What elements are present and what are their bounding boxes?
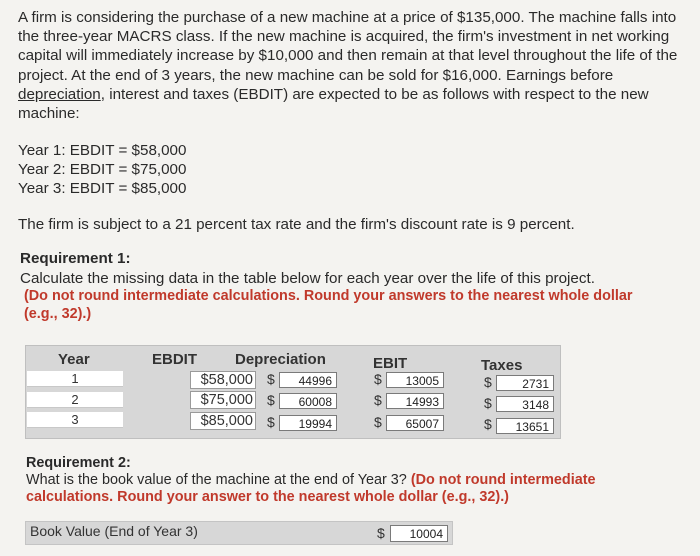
row-1-depreciation-input[interactable]: 44996 — [279, 372, 337, 388]
requirement-2-text: What is the book value of the machine at the end of Year 3? (Do not round intermediate calculations. Round your answer to the nearest whole dollar (e.g., 32).) — [26, 472, 596, 505]
ebdit-list — [18, 141, 186, 198]
tax-rate-text: The firm is subject to a 21 percent tax rate and the firm's discount rate is 9 percent. — [18, 216, 575, 233]
row-2-taxes-currency: $ — [484, 395, 492, 411]
row-1-ebit-currency: $ — [374, 371, 382, 387]
year-2-ebdit: Year 2: EBDIT = $75,000 — [18, 161, 187, 178]
row-1-ebit-input[interactable]: 13005 — [386, 372, 444, 388]
requirement-1-title: Requirement 1: — [20, 250, 131, 267]
row-1-year: 1 — [27, 371, 123, 387]
requirement-2-title: Requirement 2: — [26, 455, 131, 471]
header-ebit: EBIT — [373, 355, 408, 372]
requirement-2-note: (Do not round intermediate calculations. Round your answer to the nearest whole dollar (e.g., 32).) — [26, 472, 596, 505]
row-2-ebit-input[interactable]: 14993 — [386, 393, 444, 409]
row-3-ebit-currency: $ — [374, 414, 382, 430]
row-2-ebit-currency: $ — [374, 392, 382, 408]
depreciation-link[interactable]: depreciation — [18, 85, 101, 103]
row-2-depreciation-input[interactable]: 60008 — [279, 393, 337, 409]
row-3-taxes-currency: $ — [484, 416, 492, 432]
book-value-row — [25, 521, 453, 545]
row-2-taxes-input[interactable]: 3148 — [496, 396, 554, 412]
row-2-dep-currency: $ — [267, 392, 275, 408]
problem-statement: A firm is considering the purchase of a new machine at a price of $135,000. The machine falls into the three-year MACRS class. If the new machine is acquired, the firm's investment in net working capital will immediately increase by $10,000 and then remain at that level throughout the life of the project. At the end of 3 years, the new machine can be sold for $16,000. Earnings before depreciation, interest and taxes (EBDIT) are expected to be as follows with respect to the new machine: — [18, 9, 678, 123]
row-1-taxes-currency: $ — [484, 374, 492, 390]
book-value-label: Book Value (End of Year 3) — [30, 523, 198, 539]
row-3-dep-currency: $ — [267, 414, 275, 430]
requirement-1-text: Calculate the missing data in the table below for each year over the life of this project. — [20, 270, 595, 287]
row-3-ebdit: $85,000 — [190, 412, 256, 430]
row-3-year: 3 — [27, 412, 123, 428]
book-value-input[interactable]: 10004 — [390, 525, 448, 542]
header-depreciation: Depreciation — [235, 351, 326, 368]
row-3-ebit-input[interactable]: 65007 — [386, 415, 444, 431]
year-1-ebdit: Year 1: EBDIT = $58,000 — [18, 142, 187, 159]
header-year: Year — [58, 351, 90, 368]
book-value-currency: $ — [377, 525, 385, 541]
row-2-ebdit: $75,000 — [190, 391, 256, 409]
answer-table — [25, 345, 561, 439]
row-3-taxes-input[interactable]: 13651 — [496, 418, 554, 434]
row-1-dep-currency: $ — [267, 371, 275, 387]
row-2-year: 2 — [27, 392, 123, 408]
header-taxes: Taxes — [481, 357, 523, 374]
row-1-taxes-input[interactable]: 2731 — [496, 375, 554, 391]
requirement-1-note: (Do not round intermediate calculations. Round your answers to the nearest whole dollar (e.g., 32).) — [24, 288, 633, 322]
row-3-depreciation-input[interactable]: 19994 — [279, 415, 337, 431]
header-ebdit: EBDIT — [152, 351, 197, 368]
year-3-ebdit: Year 3: EBDIT = $85,000 — [18, 180, 187, 197]
row-1-ebdit: $58,000 — [190, 371, 256, 389]
